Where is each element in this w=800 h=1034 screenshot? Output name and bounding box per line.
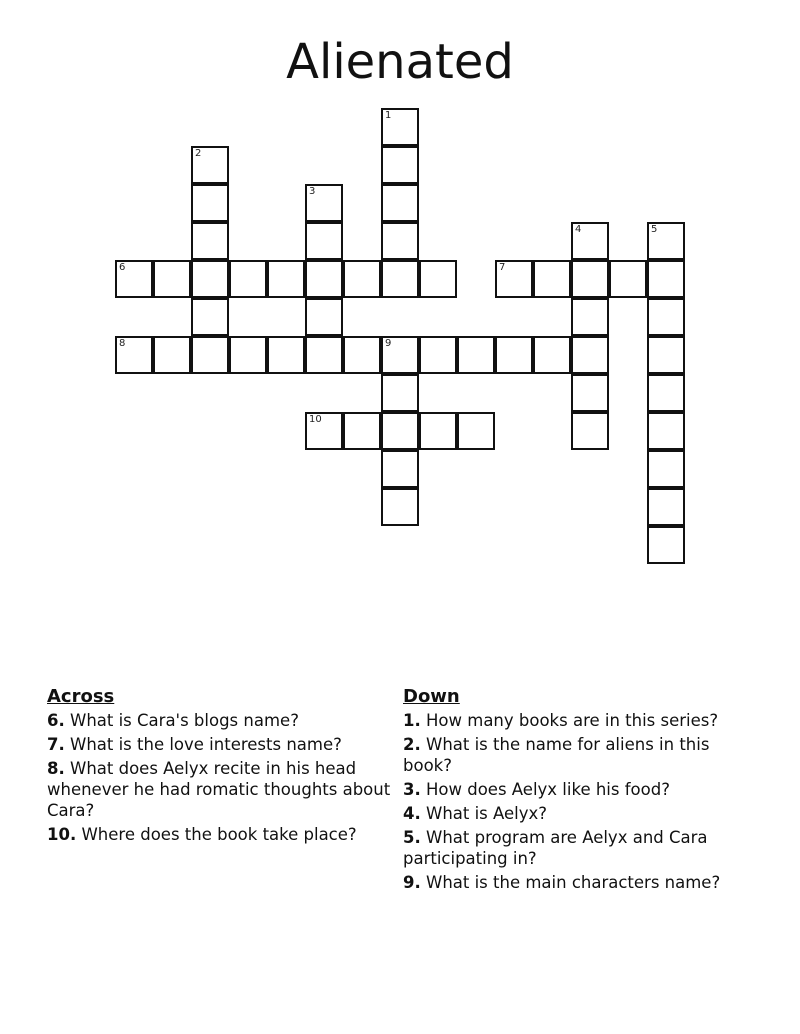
grid-cell[interactable]: [191, 260, 229, 298]
grid-cell[interactable]: [381, 412, 419, 450]
clue-number: 8.: [47, 759, 65, 778]
grid-cell[interactable]: [305, 298, 343, 336]
clue-number: 3.: [403, 780, 421, 799]
grid-cell[interactable]: [647, 488, 685, 526]
cell-number: 10: [309, 414, 322, 425]
clue-number: 2.: [403, 735, 421, 754]
grid-cell[interactable]: [571, 222, 609, 260]
grid-cell[interactable]: [115, 336, 153, 374]
down-clues: [403, 686, 723, 896]
grid-cell[interactable]: [609, 260, 647, 298]
clue-number: 5.: [403, 828, 421, 847]
grid-cell[interactable]: [647, 374, 685, 412]
grid-cell[interactable]: [305, 184, 343, 222]
grid-cell[interactable]: [495, 336, 533, 374]
grid-cell[interactable]: [381, 336, 419, 374]
clue-across-7: [47, 734, 392, 755]
cell-number: 8: [119, 338, 126, 349]
grid-cell[interactable]: [191, 298, 229, 336]
clue-text: What is the name for aliens in this book?: [403, 735, 710, 775]
grid-cell[interactable]: [267, 260, 305, 298]
grid-cell[interactable]: [647, 298, 685, 336]
grid-cell[interactable]: [343, 412, 381, 450]
grid-cell[interactable]: [533, 336, 571, 374]
grid-cell[interactable]: [381, 146, 419, 184]
cell-number: 3: [309, 186, 316, 197]
clue-down-9: [403, 872, 723, 893]
grid-cell[interactable]: [153, 336, 191, 374]
grid-cell[interactable]: [267, 336, 305, 374]
grid-cell[interactable]: [381, 260, 419, 298]
grid-cell[interactable]: [305, 260, 343, 298]
cell-number: 1: [385, 110, 392, 121]
cell-number: 9: [385, 338, 392, 349]
grid-cell[interactable]: [191, 184, 229, 222]
clue-number: 7.: [47, 735, 65, 754]
cell-number: 7: [499, 262, 506, 273]
grid-cell[interactable]: [647, 412, 685, 450]
clue-text: What does Aelyx recite in his head whenever he had romatic thoughts about Cara?: [47, 759, 391, 820]
down-heading: Down: [403, 686, 460, 707]
grid-cell[interactable]: [457, 412, 495, 450]
page-title: Alienated: [286, 34, 514, 90]
clue-number: 6.: [47, 711, 65, 730]
grid-cell[interactable]: [115, 260, 153, 298]
clue-text: What is Cara's blogs name?: [70, 711, 299, 730]
grid-cell[interactable]: [571, 412, 609, 450]
clue-number: 10.: [47, 825, 77, 844]
grid-cell[interactable]: [153, 260, 191, 298]
grid-cell[interactable]: [381, 108, 419, 146]
across-heading: Across: [47, 686, 115, 707]
grid-cell[interactable]: [533, 260, 571, 298]
grid-cell[interactable]: [571, 336, 609, 374]
grid-cell[interactable]: [647, 336, 685, 374]
grid-cell[interactable]: [647, 260, 685, 298]
grid-cell[interactable]: [343, 260, 381, 298]
grid-cell[interactable]: [419, 336, 457, 374]
grid-cell[interactable]: [191, 336, 229, 374]
clue-text: How does Aelyx like his food?: [426, 780, 670, 799]
grid-cell[interactable]: [305, 336, 343, 374]
grid-cell[interactable]: [381, 184, 419, 222]
clue-down-5: [403, 827, 723, 869]
grid-cell[interactable]: [229, 336, 267, 374]
cell-number: 2: [195, 148, 202, 159]
grid-cell[interactable]: [571, 298, 609, 336]
clue-text: How many books are in this series?: [426, 711, 719, 730]
grid-cell[interactable]: [571, 260, 609, 298]
grid-cell[interactable]: [419, 260, 457, 298]
clue-down-4: [403, 803, 723, 824]
cell-number: 6: [119, 262, 126, 273]
grid-cell[interactable]: [229, 260, 267, 298]
clue-text: What program are Aelyx and Cara participating in?: [403, 828, 708, 868]
grid-cell[interactable]: [381, 222, 419, 260]
grid-cell[interactable]: [647, 222, 685, 260]
grid-cell[interactable]: [647, 450, 685, 488]
clue-across-8: [47, 758, 392, 821]
clue-text: What is Aelyx?: [426, 804, 548, 823]
clue-down-3: [403, 779, 723, 800]
across-clues: [47, 686, 392, 848]
grid-cell[interactable]: [381, 488, 419, 526]
clue-number: 9.: [403, 873, 421, 892]
grid-cell[interactable]: [381, 450, 419, 488]
cell-number: 5: [651, 224, 658, 235]
grid-cell[interactable]: [495, 260, 533, 298]
grid-cell[interactable]: [191, 146, 229, 184]
cell-number: 4: [575, 224, 582, 235]
clue-across-6: [47, 710, 392, 731]
clue-number: 4.: [403, 804, 421, 823]
grid-cell[interactable]: [381, 374, 419, 412]
grid-cell[interactable]: [419, 412, 457, 450]
clue-text: Where does the book take place?: [81, 825, 357, 844]
clue-text: What is the love interests name?: [70, 735, 342, 754]
clue-down-2: [403, 734, 723, 776]
grid-cell[interactable]: [191, 222, 229, 260]
clue-down-1: [403, 710, 723, 731]
grid-cell[interactable]: [457, 336, 495, 374]
clue-text: What is the main characters name?: [426, 873, 721, 892]
grid-cell[interactable]: [305, 412, 343, 450]
clue-number: 1.: [403, 711, 421, 730]
grid-cell[interactable]: [343, 336, 381, 374]
grid-cell[interactable]: [647, 526, 685, 564]
clue-across-10: [47, 824, 392, 845]
grid-cell[interactable]: [305, 222, 343, 260]
grid-cell[interactable]: [571, 374, 609, 412]
